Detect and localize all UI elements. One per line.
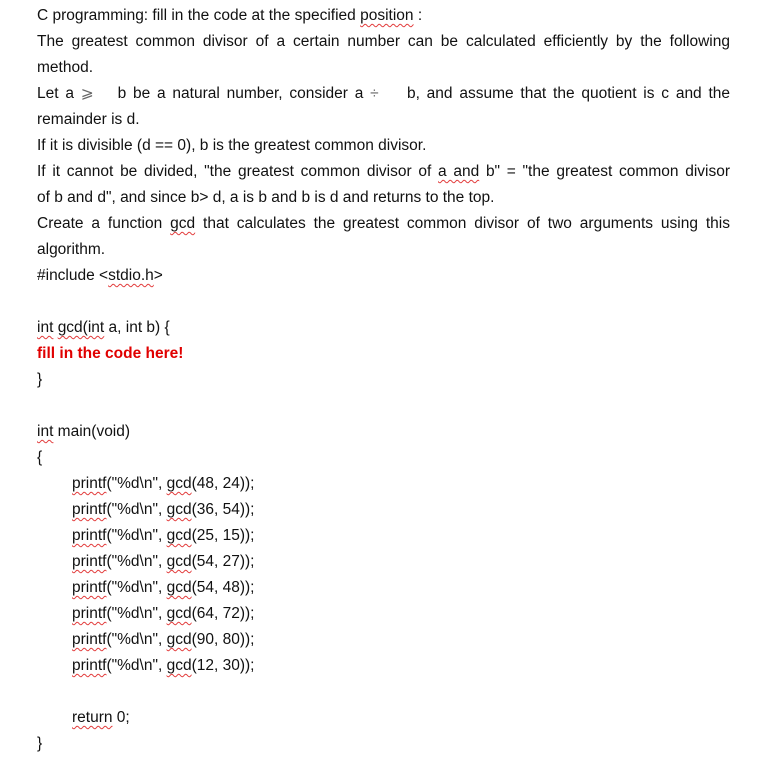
paragraph-5-line-1 bbox=[37, 211, 730, 237]
printf-name: printf bbox=[72, 605, 107, 622]
gcd-signature-line bbox=[37, 315, 730, 341]
printf-name: printf bbox=[72, 579, 107, 596]
division-symbol: ÷ bbox=[370, 85, 379, 102]
main-name: main(void) bbox=[53, 423, 131, 440]
heading-colon: : bbox=[413, 7, 423, 24]
format-string: ("%d\n", bbox=[106, 475, 167, 492]
paragraph-2-line-1 bbox=[37, 81, 730, 107]
format-string: ("%d\n", bbox=[106, 657, 167, 674]
format-string: ("%d\n", bbox=[106, 631, 167, 648]
quotient-text: b, and assume that the quotient is c and the bbox=[406, 85, 731, 102]
gcd-word: gcd bbox=[170, 215, 196, 232]
paragraph-4-text-b: b" = "the greatest common divisor bbox=[479, 163, 731, 180]
paragraph-5-line-2: algorithm. bbox=[37, 241, 106, 258]
include-prefix: #include < bbox=[37, 267, 109, 284]
format-string: ("%d\n", bbox=[106, 605, 167, 622]
printf-call-line bbox=[37, 497, 730, 523]
gcd-call-name: gcd bbox=[166, 631, 192, 648]
gcd-call-args: (64, 72)); bbox=[191, 605, 255, 622]
gcd-closing-brace: } bbox=[37, 371, 43, 388]
paragraph-5-text-b: that calculates the greatest common divisor of two arguments using this bbox=[195, 215, 730, 232]
gcd-call-name: gcd bbox=[166, 657, 192, 674]
return-line bbox=[37, 705, 730, 731]
main-opening-brace: { bbox=[37, 449, 43, 466]
format-string: ("%d\n", bbox=[106, 527, 167, 544]
printf-name: printf bbox=[72, 631, 107, 648]
printf-call-line bbox=[37, 575, 730, 601]
printf-call-line bbox=[37, 471, 730, 497]
blank-line bbox=[37, 393, 730, 419]
main-signature-line bbox=[37, 419, 730, 445]
printf-call-line bbox=[37, 549, 730, 575]
let-a-text: Let a bbox=[37, 85, 74, 102]
greater-equal-symbol: ⩾ bbox=[80, 85, 94, 102]
format-string: ("%d\n", bbox=[106, 501, 167, 518]
heading-position-word: position bbox=[360, 7, 414, 24]
gcd-call-args: (12, 30)); bbox=[191, 657, 255, 674]
printf-calls bbox=[37, 471, 730, 679]
return-keyword: return bbox=[72, 709, 113, 726]
paragraph-1-line-1: The greatest common divisor of a certain number can be calculated efficiently by the following bbox=[37, 33, 730, 50]
gcd-call-args: (90, 80)); bbox=[191, 631, 255, 648]
gcd-call-name: gcd bbox=[166, 579, 192, 596]
main-closing-brace: } bbox=[37, 735, 43, 752]
printf-call-line bbox=[37, 627, 730, 653]
blank-line bbox=[37, 289, 730, 315]
paragraph-4-text-a: If it cannot be divided, "the greatest common divisor of bbox=[37, 163, 438, 180]
gcd-call-args: (48, 24)); bbox=[191, 475, 255, 492]
paragraph-5-text-a: Create a function bbox=[37, 215, 171, 232]
heading-text: C programming: fill in the code at the specified bbox=[37, 7, 361, 24]
gcd-call-args: (25, 15)); bbox=[191, 527, 255, 544]
gcd-name-param: gcd(int bbox=[57, 319, 105, 336]
printf-name: printf bbox=[72, 501, 107, 518]
fill-in-placeholder: fill in the code here! bbox=[37, 345, 184, 362]
gcd-call-args: (36, 54)); bbox=[191, 501, 255, 518]
gcd-call-name: gcd bbox=[166, 501, 192, 518]
printf-call-line bbox=[37, 653, 730, 679]
gcd-call-name: gcd bbox=[166, 475, 192, 492]
gcd-call-args: (54, 27)); bbox=[191, 553, 255, 570]
gcd-call-name: gcd bbox=[166, 605, 192, 622]
printf-name: printf bbox=[72, 527, 107, 544]
natural-number-text: b be a natural number, consider a bbox=[117, 85, 364, 102]
include-line bbox=[37, 263, 730, 289]
printf-name: printf bbox=[72, 553, 107, 570]
paragraph-3: If it is divisible (d == 0), b is the greatest common divisor. bbox=[37, 137, 427, 154]
paragraph-2-line-2: remainder is d. bbox=[37, 111, 140, 128]
gcd-params-rest: a, int b) { bbox=[104, 319, 170, 336]
document-body bbox=[37, 3, 730, 757]
return-value: 0; bbox=[112, 709, 130, 726]
format-string: ("%d\n", bbox=[106, 579, 167, 596]
gcd-call-name: gcd bbox=[166, 527, 192, 544]
paragraph-4-line-1 bbox=[37, 159, 730, 185]
printf-name: printf bbox=[72, 657, 107, 674]
printf-call-line bbox=[37, 601, 730, 627]
gcd-call-name: gcd bbox=[166, 553, 192, 570]
gcd-return-type: int bbox=[37, 319, 54, 336]
paragraph-4-line-2: of b and d", and since b> d, a is b and b is d and returns to the top. bbox=[37, 189, 495, 206]
heading-line bbox=[37, 3, 730, 29]
main-return-type: int bbox=[37, 423, 54, 440]
blank-line bbox=[37, 679, 730, 705]
include-suffix: > bbox=[153, 267, 163, 284]
a-and-word: a and bbox=[438, 163, 480, 180]
format-string: ("%d\n", bbox=[106, 553, 167, 570]
gcd-call-args: (54, 48)); bbox=[191, 579, 255, 596]
printf-name: printf bbox=[72, 475, 107, 492]
paragraph-1-line-2: method. bbox=[37, 59, 94, 76]
printf-call-line bbox=[37, 523, 730, 549]
include-header-name: stdio.h bbox=[108, 267, 154, 284]
